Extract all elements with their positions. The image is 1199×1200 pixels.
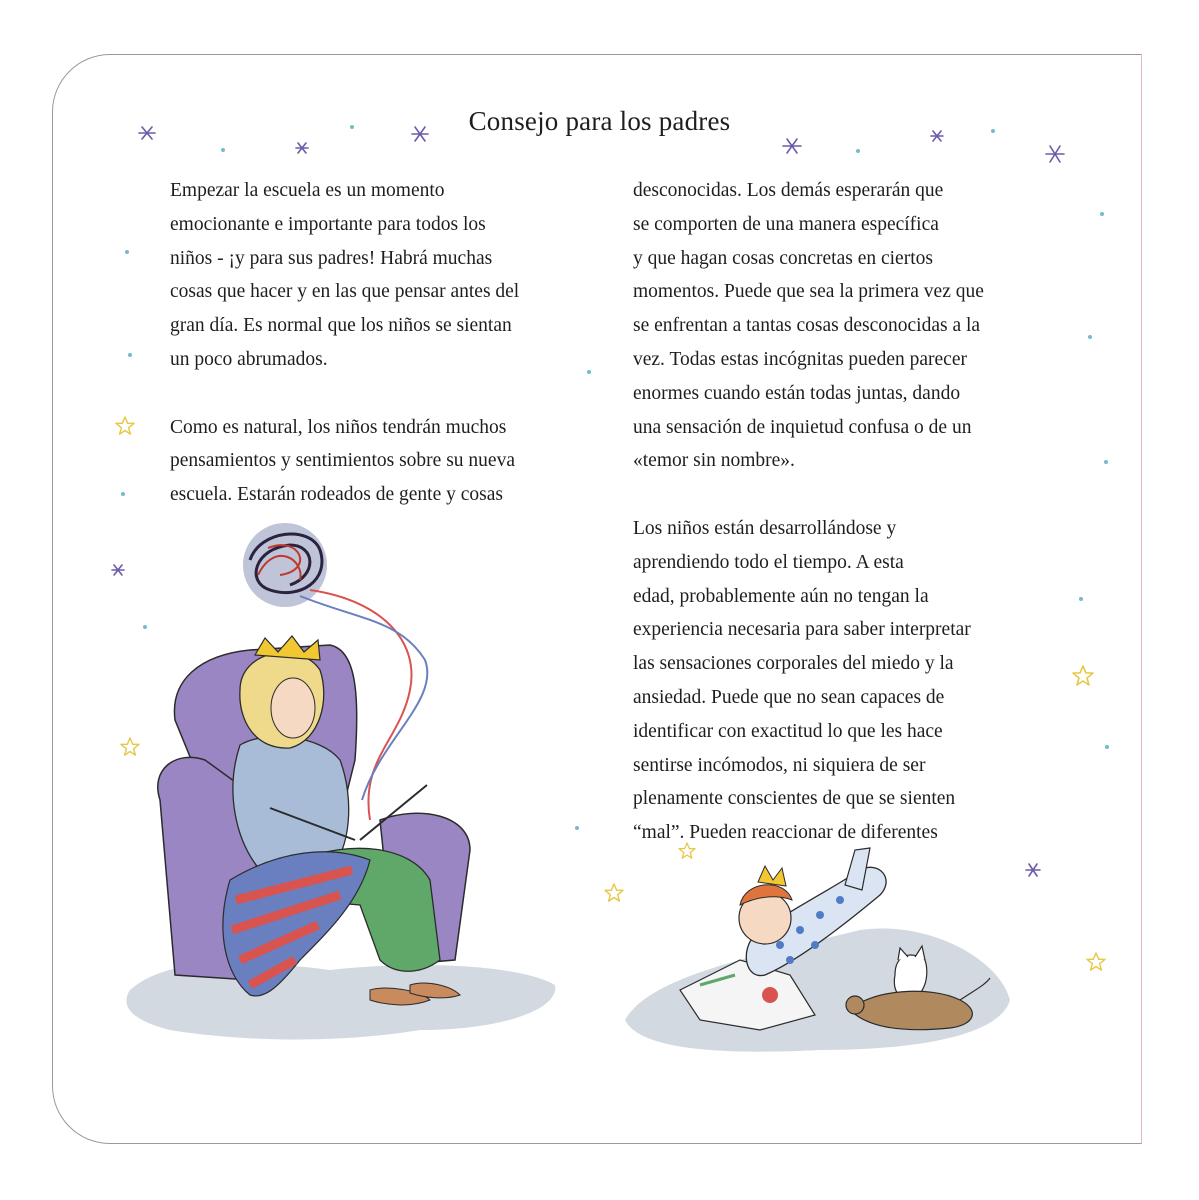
purple-star-icon [112,565,124,575]
purple-star-icon [1046,146,1064,162]
paragraph: Empezar la escuela es un momento emocionante e importante para todos los niños - ¡y para sus padres! Habrá muchas cosas que hacer y en las que pensar antes del gran día. Es normal que los niños se sientan un poco abrumados. [170,180,520,370]
gold-star-icon [116,417,134,434]
gold-star-icon [1087,953,1105,970]
page-title: Consejo para los padres [468,106,731,136]
purple-star-icon [783,139,801,153]
right-text-column [633,174,1053,884]
knitting-woman-in-armchair-illustration [126,523,555,1039]
paragraph: Como es natural, los niños tendrán muchos pensamientos y sentimientos sobre su nueva escuela. Estarán rodeados de gente y cosas [170,416,515,506]
paragraph: desconocidas. Los demás esperarán que se comporten de una manera específica y que hagan cosas concretas en ciertos momentos. Puede que sea la primera vez que se enfrentan a tantas cosas desconocidas a la vez. Todas estas incógnitas pueden parecer enormes cuando están todas juntas, dando una sensación de inquietud confusa o de un «temor sin nombre». [633,180,984,472]
gold-star-icon [121,738,139,755]
paragraph: Los niños están desarrollándose y aprendiendo todo el tiempo. A esta edad, probablemente aún no tengan la experiencia necesaria para saber interpretar las sensaciones corporales del miedo y la ansiedad. Puede que no sean capaces de identificar con exactitud lo que les hace sentirse incómodos, ni siquiera de ser plenamente conscientes de que se sienten “mal”. Pueden reaccionar de diferentes [633,517,971,844]
gold-star-icon [605,884,623,901]
left-text-column [170,174,570,546]
gold-star-icon [1073,666,1093,685]
purple-star-icon [296,143,308,153]
